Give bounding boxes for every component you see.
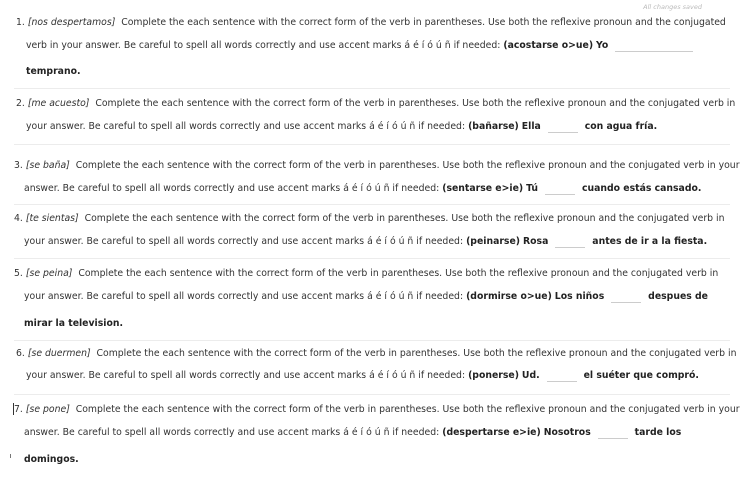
sentence-ending: el suéter que compró. bbox=[583, 370, 699, 381]
answer-input-1[interactable] bbox=[615, 41, 693, 52]
sentence-ending: despues de bbox=[648, 291, 708, 302]
verb-prompt: (bañarse) bbox=[468, 121, 519, 132]
sentence-subject: Yo bbox=[596, 40, 609, 51]
question-3-line-1 bbox=[14, 160, 740, 171]
sentence-subject: Los niños bbox=[554, 291, 605, 302]
question-hint: [se baña] bbox=[25, 160, 70, 171]
question-number: 1. bbox=[16, 17, 25, 28]
question-hint: [nos despertamos] bbox=[27, 17, 116, 28]
question-2-line-1 bbox=[16, 98, 735, 109]
instruction-text: Complete the each sentence with the correct form of the verb in parentheses. Use both the reflexive pronoun and the conjugated verb in your bbox=[75, 160, 740, 171]
instruction-text: answer. Be careful to spell all words correctly and use accent marks á é í ó ú ñ if needed: bbox=[24, 183, 440, 194]
answer-input-7[interactable] bbox=[598, 428, 628, 439]
question-hint: [se peina] bbox=[25, 268, 73, 279]
question-hint: [se duermen] bbox=[27, 348, 91, 359]
sentence-ending: tarde los bbox=[634, 427, 682, 438]
verb-prompt: (peinarse) bbox=[466, 236, 521, 247]
verb-prompt: (dormirse o>ue) bbox=[466, 291, 552, 302]
instruction-text: Complete the each sentence with the correct form of the verb in parentheses. Use both the reflexive pronoun and the conjugated verb in bbox=[78, 268, 719, 279]
instruction-text: Complete the each sentence with the correct form of the verb in parentheses. Use both the reflexive pronoun and the conjugated verb in your bbox=[75, 404, 740, 415]
question-7-line-2 bbox=[24, 427, 681, 439]
sentence-subject: Tú bbox=[526, 183, 539, 194]
question-number: 6. bbox=[16, 348, 25, 359]
sentence-subject: Ud. bbox=[521, 370, 540, 381]
divider bbox=[14, 88, 730, 89]
answer-input-6[interactable] bbox=[547, 371, 577, 382]
sentence-ending: antes de ir a la fiesta. bbox=[592, 236, 708, 247]
sentence-ending-continued: domingos. bbox=[24, 454, 79, 465]
verb-prompt: (sentarse e>ie) bbox=[442, 183, 524, 194]
question-7-line-1 bbox=[14, 404, 740, 415]
question-number: 2. bbox=[16, 98, 25, 109]
sentence-ending: cuando estás cansado. bbox=[581, 183, 702, 194]
instruction-text: your answer. Be careful to spell all words correctly and use accent marks á é í ó ú ñ if needed: bbox=[26, 370, 466, 381]
question-4-line-1 bbox=[14, 213, 725, 224]
question-6-line-1 bbox=[16, 348, 736, 359]
question-1-line-1 bbox=[16, 17, 726, 28]
divider bbox=[14, 258, 730, 259]
answer-input-2[interactable] bbox=[548, 122, 578, 133]
instruction-text: Complete the each sentence with the correct form of the verb in parentheses. Use both the reflexive pronoun and the conjugated bbox=[121, 17, 726, 28]
instruction-text: Complete the each sentence with the correct form of the verb in parentheses. Use both the reflexive pronoun and the conjugated verb in bbox=[96, 348, 737, 359]
question-4-line-2 bbox=[24, 236, 707, 248]
question-hint: [te sientas] bbox=[25, 213, 79, 224]
sentence-subject: Ella bbox=[521, 121, 541, 132]
sentence-ending: con agua fría. bbox=[584, 121, 658, 132]
answer-input-3[interactable] bbox=[545, 184, 575, 195]
instruction-text: your answer. Be careful to spell all words correctly and use accent marks á é í ó ú ñ if needed: bbox=[26, 121, 466, 132]
divider bbox=[14, 204, 730, 205]
instruction-text: answer. Be careful to spell all words correctly and use accent marks á é í ó ú ñ if needed: bbox=[24, 427, 440, 438]
verb-prompt: (acostarse o>ue) bbox=[503, 40, 594, 51]
sentence-subject: Rosa bbox=[523, 236, 549, 247]
question-hint: [me acuesto] bbox=[27, 98, 90, 109]
question-number: 5. bbox=[14, 268, 23, 279]
instruction-text: your answer. Be careful to spell all words correctly and use accent marks á é í ó ú ñ if needed: bbox=[24, 291, 464, 302]
instruction-text: Complete the each sentence with the correct form of the verb in parentheses. Use both the reflexive pronoun and the conjugated verb in bbox=[95, 98, 736, 109]
instruction-text: verb in your answer. Be careful to spell all words correctly and use accent marks á é í ó ú ñ if needed: bbox=[26, 40, 501, 51]
answer-input-5[interactable] bbox=[611, 292, 641, 303]
question-2-line-2 bbox=[26, 121, 657, 133]
save-status: All changes saved bbox=[643, 3, 702, 11]
divider bbox=[14, 340, 730, 341]
margin-mark bbox=[10, 454, 11, 458]
question-5-line-1 bbox=[14, 268, 718, 279]
instruction-text: Complete the each sentence with the correct form of the verb in parentheses. Use both the reflexive pronoun and the conjugated verb in bbox=[84, 213, 725, 224]
question-1-line-2 bbox=[26, 40, 697, 52]
divider bbox=[14, 144, 730, 145]
question-number: 4. bbox=[14, 213, 23, 224]
question-5-line-2 bbox=[24, 291, 708, 303]
verb-prompt: (ponerse) bbox=[468, 370, 519, 381]
question-6-line-2 bbox=[26, 370, 699, 382]
sentence-ending: temprano. bbox=[26, 66, 81, 77]
divider bbox=[14, 394, 730, 395]
question-number: 3. bbox=[14, 160, 23, 171]
instruction-text: your answer. Be careful to spell all words correctly and use accent marks á é í ó ú ñ if needed: bbox=[24, 236, 464, 247]
answer-input-4[interactable] bbox=[555, 237, 585, 248]
verb-prompt: (despertarse e>ie) bbox=[442, 427, 541, 438]
question-3-line-2 bbox=[24, 183, 701, 195]
sentence-subject: Nosotros bbox=[543, 427, 591, 438]
question-hint: [se pone] bbox=[25, 404, 70, 415]
sentence-ending-continued: mirar la television. bbox=[24, 318, 123, 329]
question-number: 7. bbox=[14, 404, 23, 415]
